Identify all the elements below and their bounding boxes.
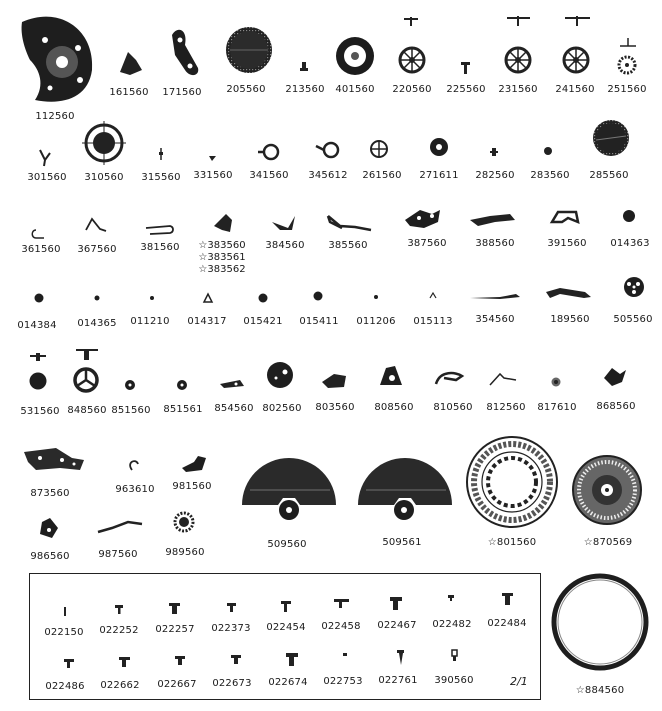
part-label: 014365	[77, 318, 117, 329]
part-label: 981560	[172, 481, 212, 492]
part-231560-wheel	[506, 16, 530, 72]
part-label: 384560	[265, 240, 305, 251]
part-label: 015411	[299, 316, 339, 327]
part-963610-spring	[130, 461, 138, 470]
part-label: 112560	[35, 111, 75, 122]
part-361560-spring	[32, 230, 44, 238]
part-label: 022482	[432, 619, 472, 630]
part-label: 385560	[328, 240, 368, 251]
part-label: 022673	[212, 678, 252, 689]
part-241560-wheel	[564, 16, 590, 72]
part-987560-spring	[98, 522, 142, 532]
part-808560-lever	[380, 366, 402, 385]
part-label-stack	[198, 240, 245, 276]
part-label: 015113	[413, 316, 453, 327]
part-label: 022454	[266, 622, 306, 633]
part-271611-jewel	[430, 138, 448, 156]
part-label: 015421	[243, 316, 283, 327]
part-label: 189560	[550, 314, 590, 325]
part-label: ☆383561	[198, 252, 246, 263]
part-383560-lever	[214, 214, 232, 232]
part-label: 345612	[308, 170, 348, 181]
part-354560-stem	[470, 294, 520, 299]
part-label: 261560	[362, 170, 402, 181]
part-213560-pin	[300, 62, 308, 71]
part-label: 225560	[446, 84, 486, 95]
part-282560-pinion	[490, 148, 498, 156]
part-810560-spring	[436, 373, 462, 384]
part-014363-jewel	[623, 210, 635, 222]
part-884560-ring	[554, 576, 646, 668]
part-label: 851561	[163, 404, 203, 415]
part-label: 509561	[382, 537, 422, 548]
part-873560-plate	[24, 448, 84, 470]
part-261560-wheel	[371, 141, 387, 157]
part-251560-pinion	[619, 38, 636, 73]
part-label: 986560	[30, 551, 70, 562]
part-label: 388560	[475, 238, 515, 249]
part-015411-jewel	[314, 292, 323, 301]
part-011206-jewel	[374, 295, 378, 299]
part-label: 022150	[44, 627, 84, 638]
part-label: 812560	[486, 402, 526, 413]
part-401560-wheel	[336, 37, 374, 75]
part-225560-pin	[461, 62, 470, 74]
part-label: 310560	[84, 172, 124, 183]
part-label: 022373	[211, 623, 251, 634]
part-label: 022753	[323, 676, 363, 687]
part-label: ☆801560	[487, 537, 537, 548]
part-label: 022662	[100, 680, 140, 691]
part-label: 205560	[226, 84, 266, 95]
part-label: 851560	[111, 405, 151, 416]
part-label: 390560	[434, 675, 474, 686]
part-label: 854560	[214, 403, 254, 414]
part-label: 848560	[67, 405, 107, 416]
part-label: 387560	[407, 238, 447, 249]
part-label: 282560	[475, 170, 515, 181]
part-label: 873560	[30, 488, 70, 499]
part-label: 367560	[77, 244, 117, 255]
part-301560-lever	[40, 150, 50, 166]
part-label: 810560	[433, 402, 473, 413]
page-marker: 2/1	[510, 675, 528, 688]
part-817610-jewel	[552, 378, 561, 387]
part-989560-wheel	[175, 513, 193, 531]
part-label: 251560	[607, 84, 647, 95]
part-label: 331560	[193, 170, 233, 181]
part-531560-wheel	[30, 353, 47, 390]
part-509560-rotor	[242, 458, 336, 520]
part-015113-jewel	[430, 293, 436, 298]
part-171560-bridge	[172, 30, 198, 75]
part-381560-spring	[146, 226, 173, 234]
part-851560-jewel	[125, 380, 135, 390]
part-label: 987560	[98, 549, 138, 560]
part-label: 241560	[555, 84, 595, 95]
part-label: 022467	[377, 620, 417, 631]
part-label: 231560	[498, 84, 538, 95]
part-label: 315560	[141, 172, 181, 183]
part-label: 505560	[613, 314, 653, 325]
part-label: 022252	[99, 625, 139, 636]
part-509561-rotor	[358, 458, 452, 520]
part-161560-bridge	[120, 52, 142, 75]
part-label: 361560	[21, 244, 61, 255]
part-label: 014317	[187, 316, 227, 327]
part-220560-wheel	[400, 17, 424, 72]
part-986560-lever	[40, 518, 58, 538]
part-label: 011210	[130, 316, 170, 327]
part-011210-jewel	[150, 296, 154, 300]
part-label: 301560	[27, 172, 67, 183]
part-315560-staff	[159, 148, 163, 160]
part-label: 014363	[610, 238, 650, 249]
part-310560-balance	[82, 121, 126, 165]
part-112560-mainplate	[22, 17, 93, 102]
part-label: 391560	[547, 238, 587, 249]
part-label: 011206	[356, 316, 396, 327]
part-014365-jewel	[95, 296, 100, 301]
part-label: 220560	[392, 84, 432, 95]
part-label: 802560	[262, 403, 302, 414]
part-341560-collet	[258, 145, 278, 159]
part-854560-lever	[220, 380, 244, 388]
part-015421-jewel	[259, 294, 268, 303]
part-label: ☆383562	[198, 264, 246, 275]
part-label: 271611	[419, 170, 459, 181]
part-812560-spring	[490, 374, 516, 385]
part-label: 817610	[537, 402, 577, 413]
part-851561-jewel	[177, 380, 187, 390]
part-505560-wheel	[624, 277, 644, 297]
part-label: 022667	[157, 679, 197, 690]
part-label: 161560	[109, 87, 149, 98]
part-label: 381560	[140, 242, 180, 253]
part-014317-jewel	[204, 294, 212, 302]
part-label: 808560	[374, 402, 414, 413]
part-label: 022257	[155, 624, 195, 635]
part-label: ☆383560	[198, 240, 246, 251]
part-label: ☆870569	[583, 537, 633, 548]
part-label: 868560	[596, 401, 636, 412]
part-848560-wheel	[75, 350, 98, 391]
part-803560-lever	[322, 374, 346, 388]
part-367560-spring	[86, 219, 106, 231]
part-label: 022674	[268, 677, 308, 688]
part-387560-plate	[405, 210, 440, 228]
part-801560-date-disc	[467, 437, 557, 527]
part-label: 803560	[315, 402, 355, 413]
part-388560-lever	[470, 214, 515, 226]
part-label: 509560	[267, 539, 307, 550]
part-285560-gear	[593, 120, 629, 156]
part-870569-date-disc	[573, 456, 641, 524]
part-981560-lever	[182, 456, 206, 472]
part-label: 022458	[321, 621, 361, 632]
part-label: 285560	[589, 170, 629, 181]
part-label: 213560	[285, 84, 325, 95]
part-331560-screw	[209, 156, 216, 161]
part-label: 531560	[20, 406, 60, 417]
part-014384-jewel	[35, 294, 44, 303]
part-385560-lever	[328, 216, 371, 230]
part-label: 171560	[162, 87, 202, 98]
part-345612-stud	[316, 143, 338, 157]
part-205560-barrel	[226, 27, 272, 73]
part-868560-lever	[604, 368, 626, 386]
part-189560-lever	[546, 288, 591, 298]
part-label: 022484	[487, 618, 527, 629]
part-label: 341560	[249, 170, 289, 181]
part-label: 022486	[45, 681, 85, 692]
part-label: 283560	[530, 170, 570, 181]
part-label: 014384	[17, 320, 57, 331]
part-label: 989560	[165, 547, 205, 558]
part-label: 354560	[475, 314, 515, 325]
part-label: ☆884560	[575, 685, 625, 696]
part-283560-wheel	[544, 147, 552, 155]
part-label: 401560	[335, 84, 375, 95]
part-391560-lever	[552, 212, 578, 222]
part-label: 963610	[115, 484, 155, 495]
part-label: 022761	[378, 675, 418, 686]
part-802560-wheel	[267, 362, 293, 388]
part-384560-lever	[272, 216, 295, 230]
